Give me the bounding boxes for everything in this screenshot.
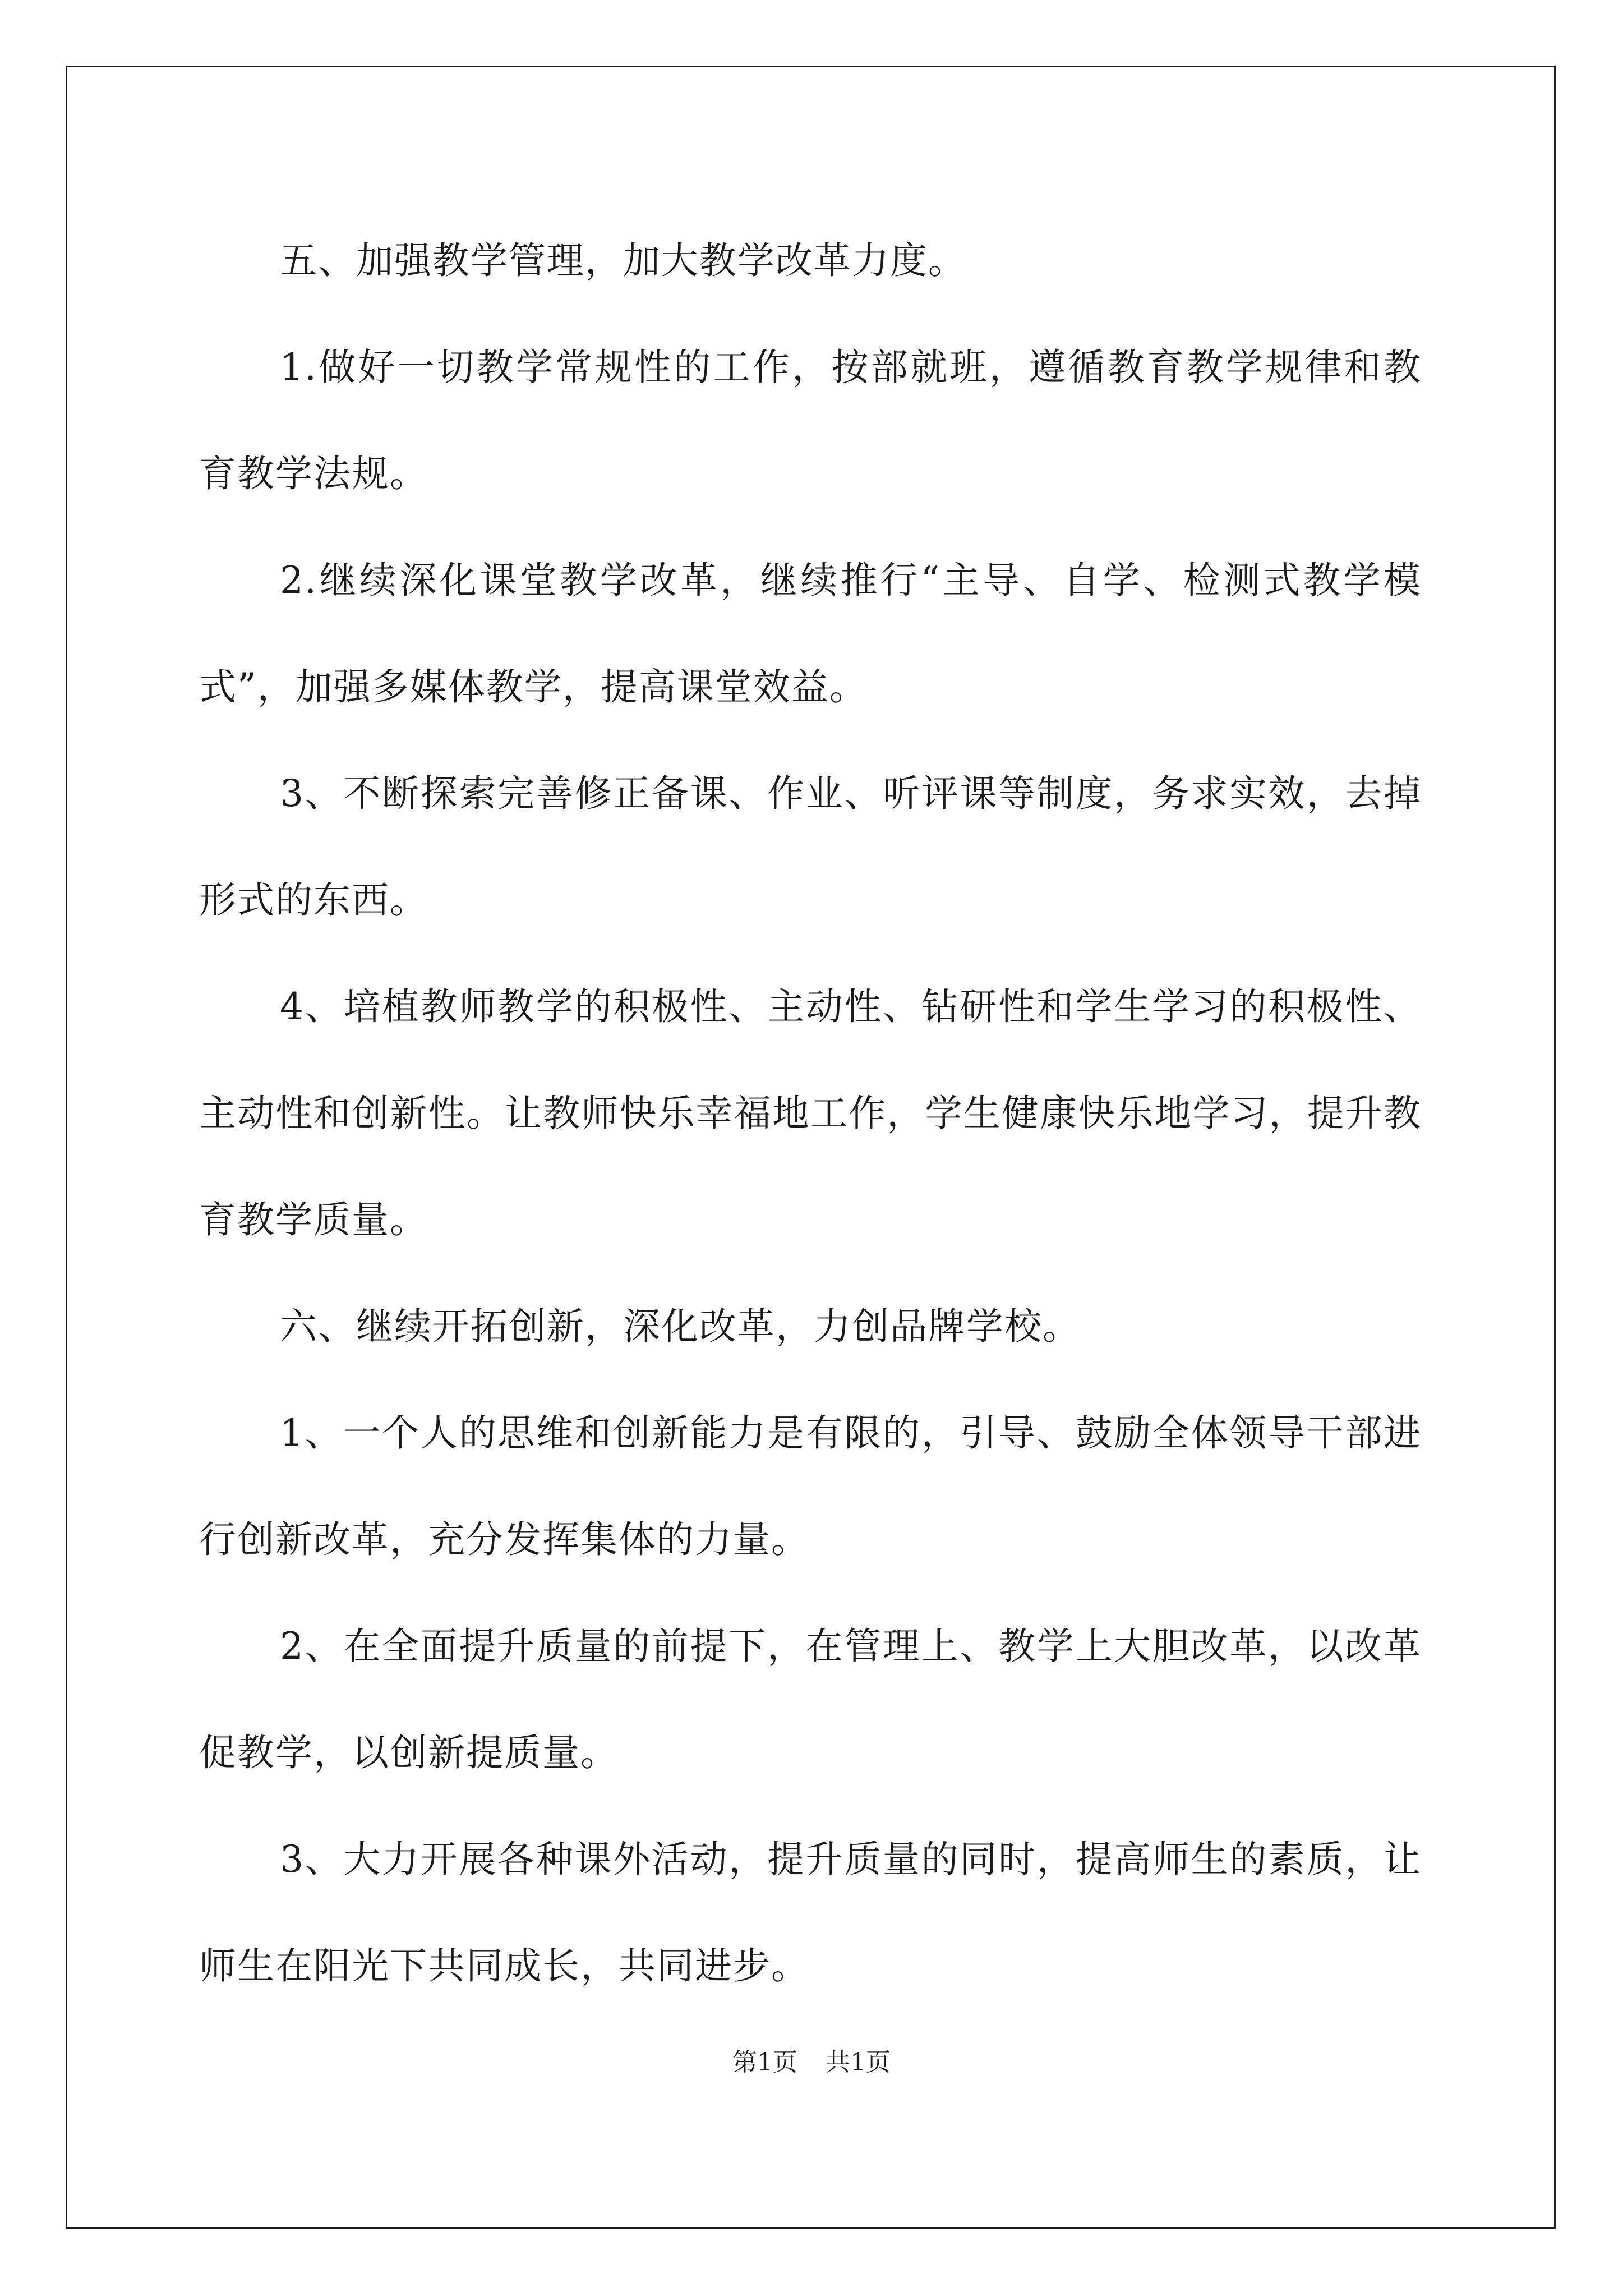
page-footer [0,2042,1623,2078]
page-number-current: 第1页 [732,2048,797,2077]
section-heading-5: 五、加强教学管理，加大教学改革力度。 [280,239,966,282]
paragraph-item: 1、一个人的思维和创新能力是有限的，引导、鼓励全体领导干部进行创新改革，充分发挥集体的力量。 [199,1411,1422,1561]
section-heading-6: 六、继续开拓创新，深化改革，力创品牌学校。 [280,1305,1081,1348]
paragraph-item: 4、培植教师教学的积极性、主动性、钻研性和学生学习的积极性、主动性和创新性。让教师快乐幸福地工作，学生健康快乐地学习，提升教育教学质量。 [199,985,1422,1241]
paragraph-item: 2、在全面提升质量的前提下，在管理上、教学上大胆改革，以改革促教学，以创新提质量。 [199,1625,1422,1774]
paragraph-item: 3、不断探索完善修正备课、作业、听评课等制度，务求实效，去掉形式的东西。 [199,772,1422,922]
document-body [199,208,1422,2019]
paragraph-item: 3、大力开展各种课外活动，提升质量的同时，提高师生的素质，让师生在阳光下共同成长，共同进步。 [199,1838,1422,1987]
paragraph-item: 1.做好一切教学常规性的工作，按部就班，遵循教育教学规律和教育教学法规。 [199,346,1422,495]
page-number-total: 共1页 [826,2048,891,2077]
paragraph-item: 2.继续深化课堂教学改革，继续推行“主导、自学、检测式教学模式”，加强多媒体教学，提高课堂效益。 [199,559,1422,708]
